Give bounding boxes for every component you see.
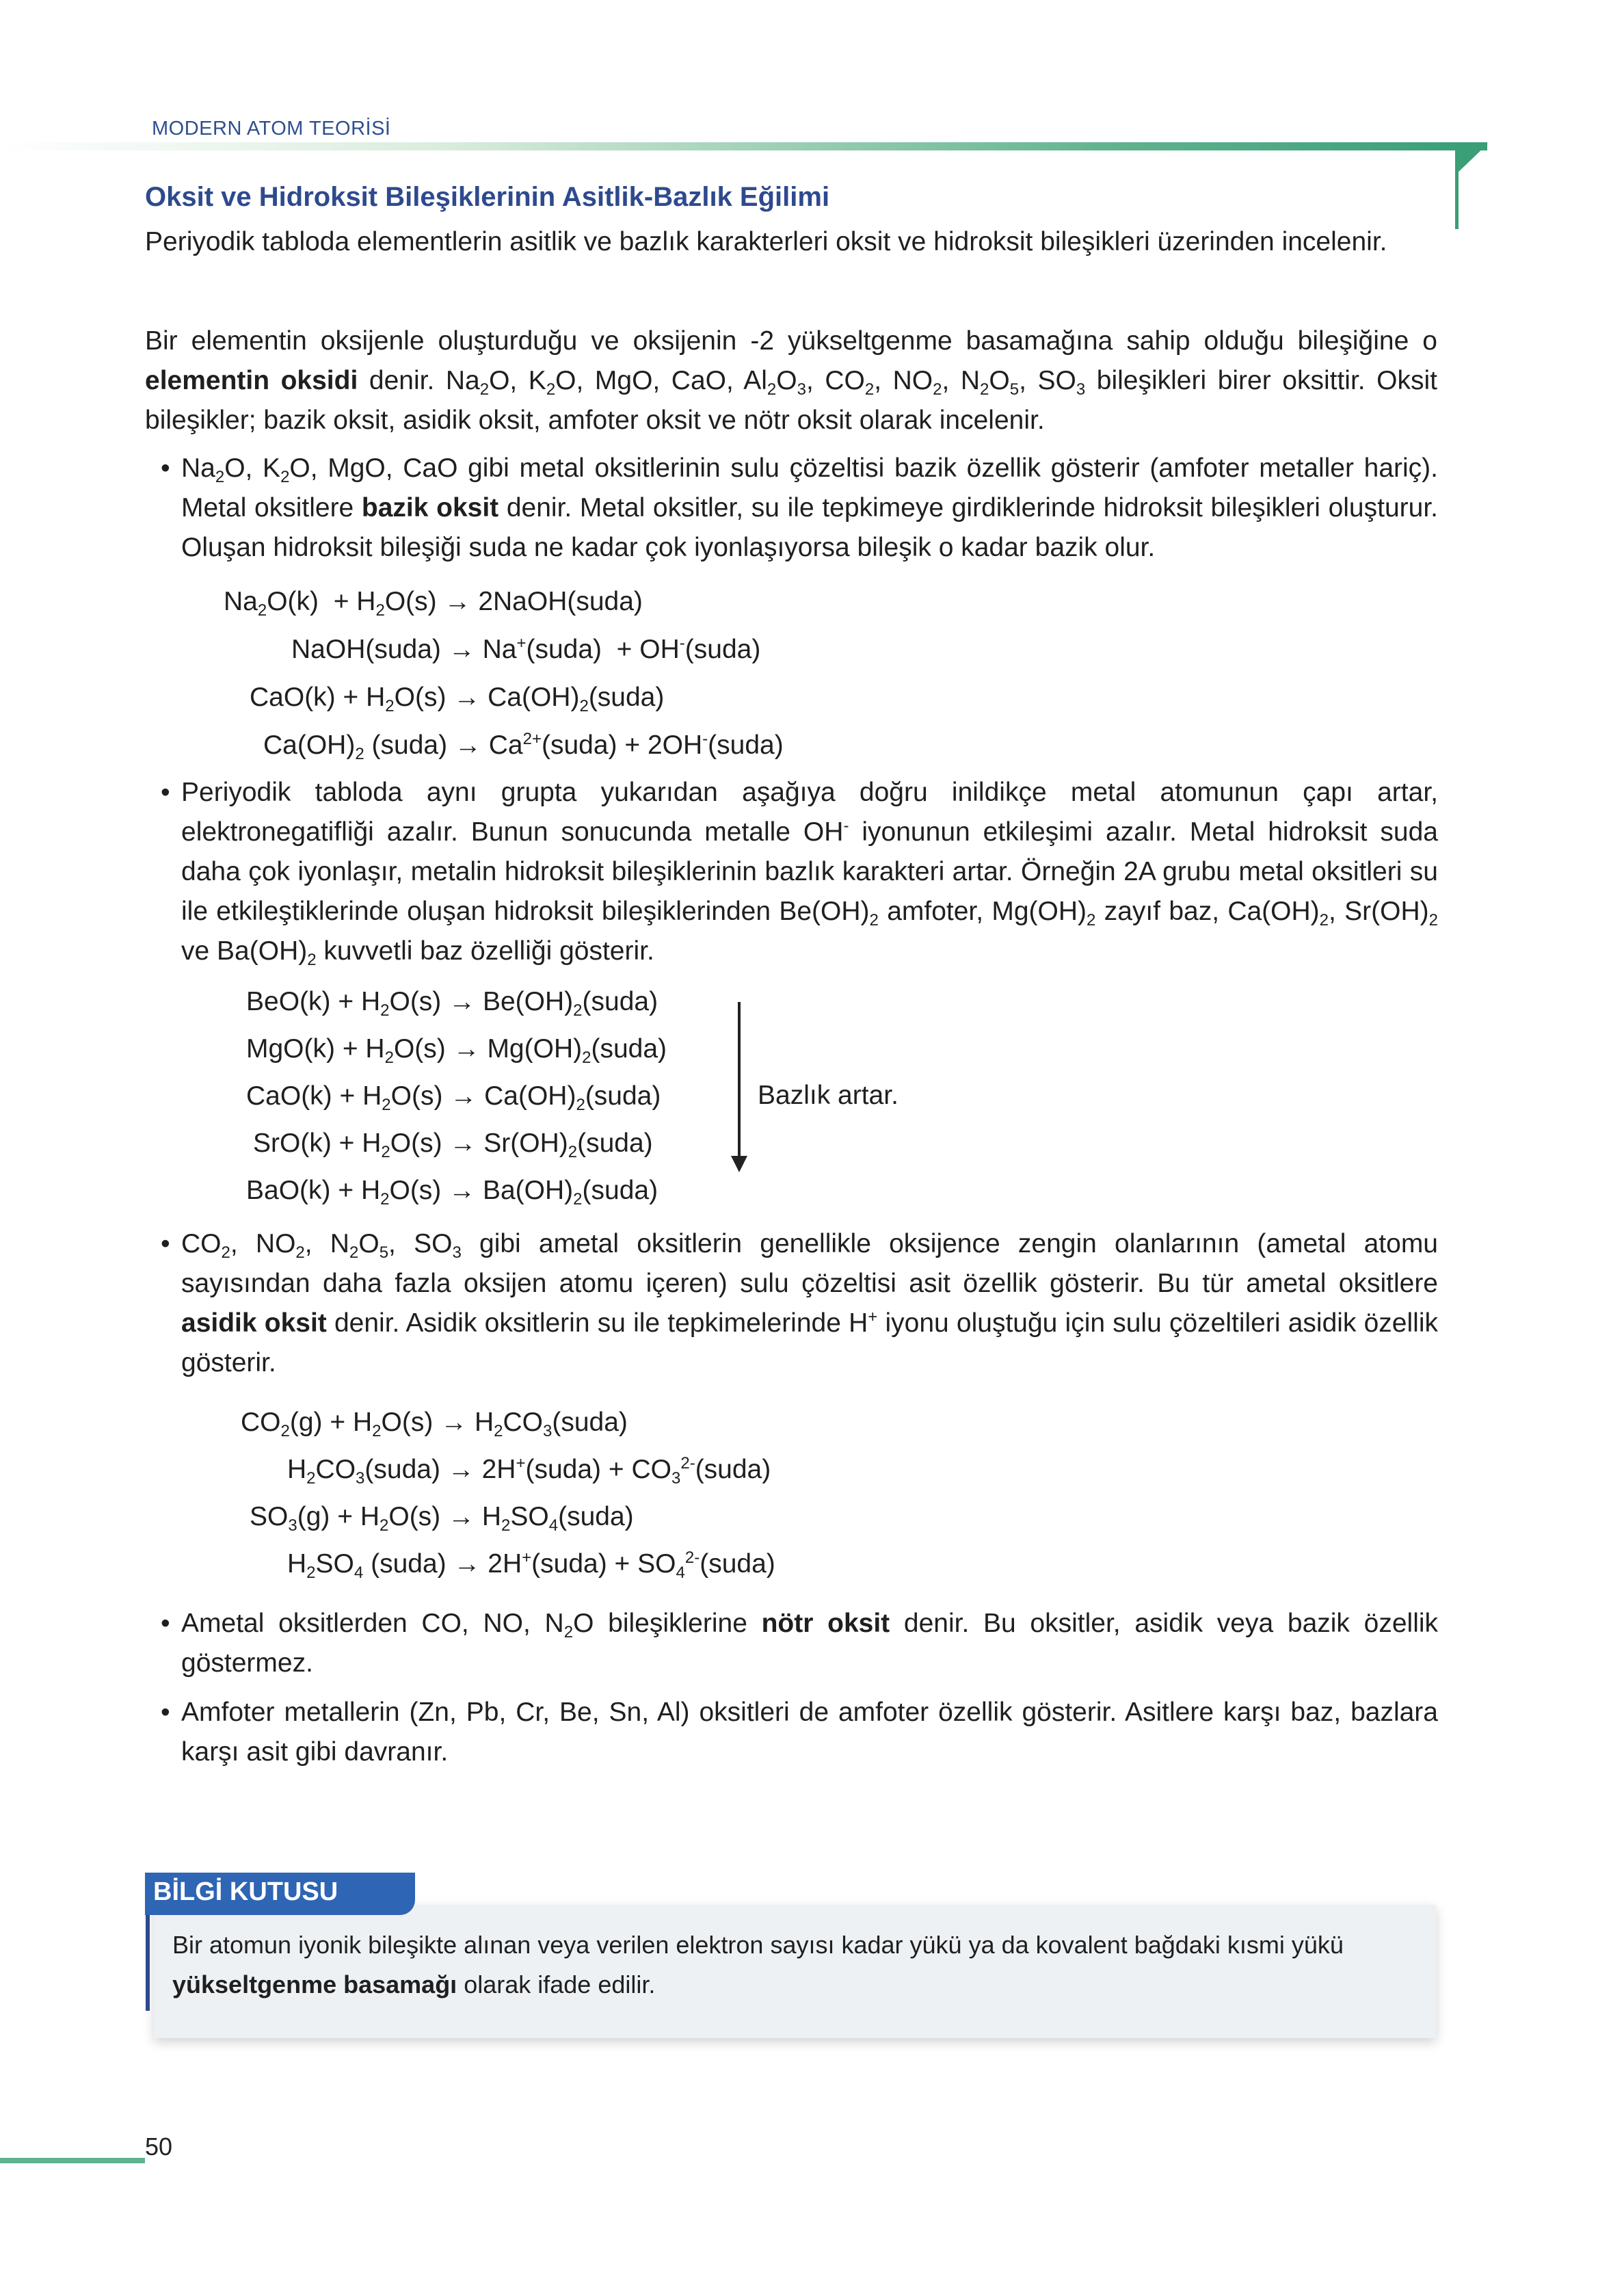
equation: $Ca(OH)_2$ (suda) → $Ca^{2+}(suda)$ + 2OH-(suda) <box>263 730 784 763</box>
equation: $SrO(k) + H_2O(s)$ → $Sr(OH)_2(suda)$ <box>253 1129 653 1161</box>
down-arrow-icon <box>731 1156 747 1172</box>
term-bazik-oksit: bazik oksit <box>361 493 499 523</box>
equation: NaOH(suda) → Na+(suda) + OH-(suda) <box>291 634 761 664</box>
info-box-text: Bir atomun iyonik bileşikte alınan veya verilen elektron sayısı kadar yükü ya da kovalent bağdaki kısmi yükü yükseltgenme basamağı olarak ifade edilir. <box>172 1931 1344 1998</box>
equation: $Na_2O(k) + H_2O(s)$ → 2NaOH(suda) <box>224 587 643 620</box>
footer-accent-bar <box>0 2158 145 2163</box>
equation: $H_2SO_4$ (suda) → 2H+(suda) + $SO_4^{2-}(suda)$ <box>287 1548 775 1582</box>
equation: $BeO(k) + H_2O(s)$ → $Be(OH)_2(suda)$ <box>246 987 658 1020</box>
list-item-notr-oksit: • Ametal oksitlerden CO, NO, $N_2O$ bileşiklerine nötr oksit denir. Bu oksitler, asidik veya bazik özellik göstermez. <box>181 1604 1438 1683</box>
term-elementin-oksidi: elementin oksidi <box>145 366 358 395</box>
equation: $BaO(k) + H_2O(s)$ → $Ba(OH)_2(suda)$ <box>246 1176 658 1209</box>
bullet-dot: • <box>161 453 170 483</box>
page-number: 50 <box>145 2133 173 2161</box>
bullet-dot: • <box>161 1609 170 1638</box>
bullet-dot: • <box>161 778 170 807</box>
list-item-asidik-oksit: • $CO_2$, $NO_2$, $N_2O_5$, $SO_3$ gibi ametal oksitlerin genellikle oksijence zengin olanlarının (ametal atomu sayısından daha fazla oksijen atomu içeren) sulu çözeltisi asit özellik gösterir. Bu tür ametal oksitlere asidik oksit denir. Asidik oksitlerin su ile tepkimelerinde H+ iyonu oluştuğu için sulu çözeltileri asidik özellik gösterir. <box>181 1224 1438 1383</box>
equation: $H_2CO_3(suda)$ → 2H+(suda) + $CO_3^{2-}(suda)$ <box>287 1454 771 1488</box>
term-asidik-oksit: asidik oksit <box>181 1308 327 1338</box>
bullet-dot: • <box>161 1229 170 1258</box>
equation: $CaO(k) + H_2O(s)$ → $Ca(OH)_2(suda)$ <box>246 1081 661 1114</box>
term-yukseltgenme-basamagi: yükseltgenme basamağı <box>172 1970 457 1998</box>
term-notr-oksit: nötr oksit <box>761 1609 890 1638</box>
list-item-bazlik-egilimi: • Periyodik tabloda aynı grupta yukarıdan aşağıya doğru inildikçe metal atomunun çapı artar, elektronegatifliği azalır. Bunun sonucunda metalle OH- iyonunun etkileşimi azalır. Metal hidroksit suda daha çok iyonlaşır, metalin hidroksit bileşiklerinin bazlık karakteri artar. Örneğin 2A grubu metal oksitleri su ile etkileştiklerinde oluşan hidroksit bileşiklerinden $Be(OH)_2$ amfoter, $Mg(OH)_2$ zayıf baz, $Ca(OH)_2$, $Sr(OH)_2$ ve $Ba(OH)_2$ kuvvetli baz özelliği gösterir. <box>181 773 1438 971</box>
list-item-amfoter-oksit: • Amfoter metallerin (Zn, Pb, Cr, Be, Sn, Al) oksitleri de amfoter özellik gösterir. Asitlere karşı baz, bazlara karşı asit gibi davranır. <box>181 1693 1438 1772</box>
bullet-dot: • <box>161 1698 170 1727</box>
down-arrow-line <box>738 1002 741 1159</box>
equation: $SO_3(g) + H_2O(s)$ → $H_2SO_4(suda)$ <box>250 1502 634 1535</box>
section-header-label: MODERN ATOM TEORİSİ <box>152 118 391 140</box>
header-corner-flag <box>1455 144 1488 175</box>
list-item-bazik-oksit: • $Na_2O$, $K_2O$, MgO, CaO gibi metal oksitlerinin sulu çözeltisi bazik özellik gösterir (amfoter metaller hariç). Metal oksitlere bazik oksit denir. Metal oksitler, su ile tepkimeye girdiklerinde hidroksit bileşikleri oluşturur. Oluşan hidroksit bileşiği suda ne kadar çok iyonlaşıyorsa bileşik o kadar bazik olur. <box>181 449 1438 568</box>
equation: $MgO(k) + H_2O(s)$ → $Mg(OH)_2(suda)$ <box>246 1034 667 1067</box>
header-gradient-bar <box>0 142 1487 150</box>
definition-paragraph: Bir elementin oksijenle oluşturduğu ve oksijenin -2 yükseltgenme basamağına sahip olduğu bileşiğine o elementin oksidi denir. $Na_2O$, $K_2O$, MgO, CaO, $Al_2O_3$, $CO_2$, $NO_2$, $N_2O_5$, $SO_3$ bileşikleri birer oksittir. Oksit bileşikler; bazik oksit, asidik oksit, amfoter oksit ve nötr oksit olarak incelenir. <box>145 326 1438 435</box>
equation: $CO_2(g) + H_2O(s)$ → $H_2CO_3(suda)$ <box>241 1408 628 1440</box>
equation: $CaO(k) + H_2O(s)$ → $Ca(OH)_2(suda)$ <box>250 683 665 715</box>
intro-paragraph: Periyodik tabloda elementlerin asitlik ve bazlık karakterleri oksit ve hidroksit bileşikleri üzerinden incelenir. <box>145 227 1387 256</box>
section-title: Oksit ve Hidroksit Bileşiklerinin Asitlik-Bazlık Eğilimi <box>145 182 830 212</box>
info-box-label: BİLGİ KUTUSU <box>153 1877 338 1906</box>
arrow-label: Bazlık artar. <box>758 1081 898 1110</box>
